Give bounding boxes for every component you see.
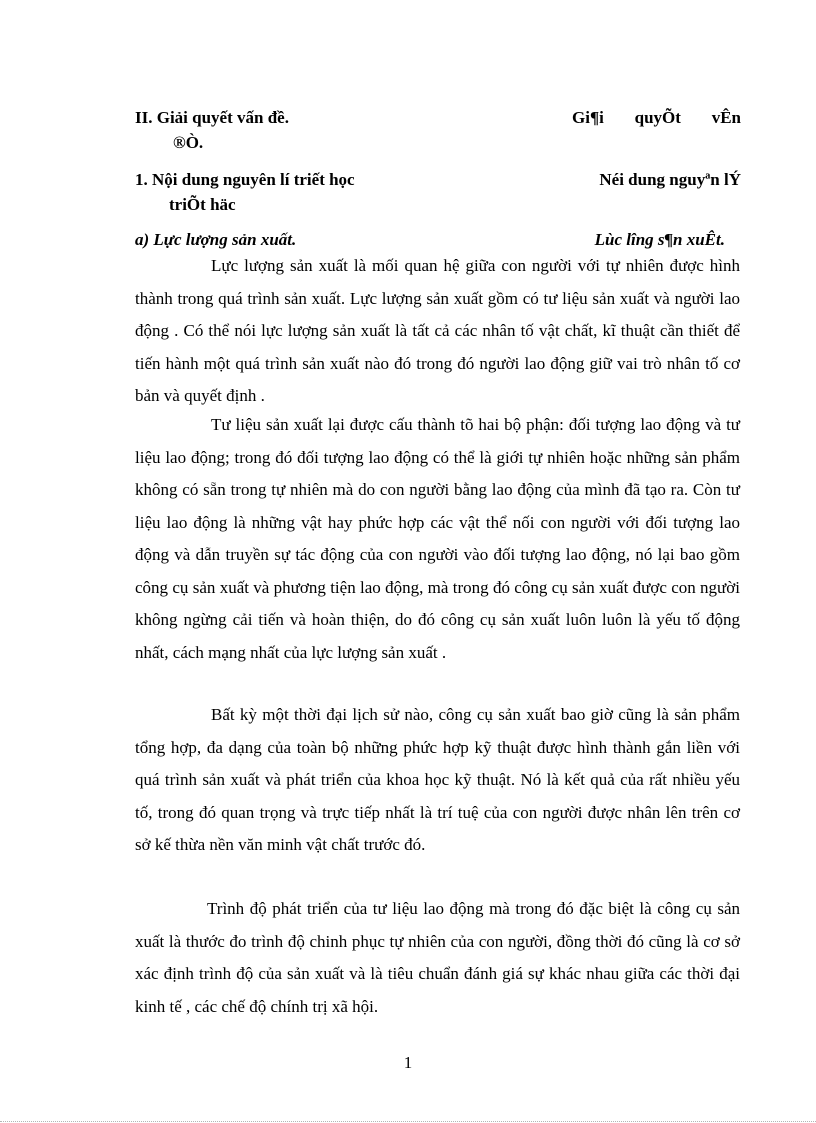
subsubsection-heading-garbled: Lùc lîng s¶n xuÊt. (594, 230, 725, 249)
section-heading: II. Giải quyết vấn đề. (135, 108, 289, 127)
body-paragraph: Trình độ phát triển của tư liệu lao động mà trong đó đặc biệt là công cụ sản xuất là thước đo trình độ chinh phục tự nhiên của con người, đồng thời đó cũng là cơ sở xác định trình độ của sản xuất và là tiêu chuẩn đánh giá sự khác nhau giữa các thời đại kinh tế , các chế độ chính trị xã hội. (135, 899, 740, 1016)
subsection-heading-row (135, 168, 741, 216)
subsection-heading: 1. Nội dung nguyên lí triết học (135, 170, 355, 189)
subsubsection-heading-row (135, 228, 741, 252)
page-bottom-rule (0, 1121, 816, 1122)
body-paragraph: Tư liệu sản xuất lại được cấu thành tõ hai bộ phận: đối tượng lao động và tư liệu lao động; trong đó đối tượng lao động có thể là giới tự nhiên hoặc những sản phẩm không có sẵn trong tự nhiên mà do con người bằng lao động của mình đã tạo ra. Còn tư liệu lao động là những vật hay phức hợp các vật thể nối con người với đối tượng lao động và dẫn truyền sự tác động của con người vào đối tượng lao động, nó lại bao gồm công cụ sản xuất và phương tiện lao động, mà trong đó công cụ sản xuất được con người không ngừng cải tiến và hoàn thiện, do đó công cụ sản xuất luôn luôn là yếu tố động nhất, cách mạng nhất của lực lượng sản xuất . (135, 415, 740, 662)
subsubsection-heading: a) Lực lượng sản xuất. (135, 230, 297, 249)
page-number: 1 (403, 1053, 413, 1072)
subsection-heading-garbled-wrap: triÕt häc (169, 195, 236, 214)
section-heading-garbled: Gi¶i quyÕt vÊn (572, 108, 741, 127)
section-heading-garbled-wrap: ®Ò. (173, 133, 204, 152)
body-paragraph: Lực lượng sản xuất là mối quan hệ giữa con người với tự nhiên được hình thành trong quá trình sản xuất. Lực lượng sản xuất gồm có tư liệu sản xuất và người lao động . Có thể nói lực lượng sản xuất là tất cả các nhân tố vật chất, kĩ thuật cần thiết để tiến hành một quá trình sản xuất nào đó trong đó người lao động giữ vai trò nhân tố cơ bản và quyết định . (135, 256, 740, 405)
subsection-heading-garbled: Néi dung nguyªn lÝ (599, 170, 741, 189)
body-paragraph: Bất kỳ một thời đại lịch sử nào, công cụ sản xuất bao giờ cũng là sản phẩm tổng hợp, đa dạng của toàn bộ những phức hợp kỹ thuật được hình thành gắn liền với quá trình sản xuất và phát triển của khoa học kỹ thuật. Nó là kết quả của rất nhiều yếu tố, trong đó quan trọng và trực tiếp nhất là trí tuệ của con người được nhân lên trên cơ sở kế thừa nền văn minh vật chất trước đó. (135, 705, 740, 854)
section-heading-row (135, 106, 741, 154)
